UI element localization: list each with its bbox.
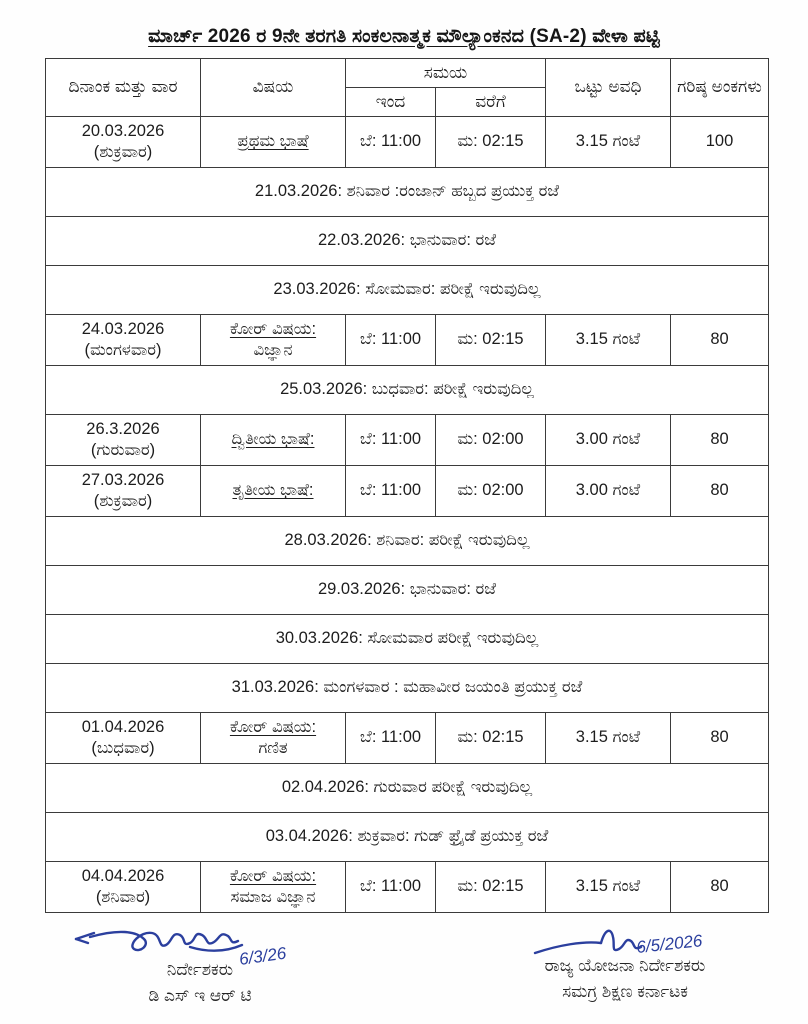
date-cell-text: (ಶನಿವಾರ) (95, 888, 151, 906)
holiday-row (46, 764, 769, 813)
signature-section (0, 929, 808, 1024)
date-cell (46, 862, 201, 913)
holiday-note: 25.03.2026: ಬುಧವಾರ: ಪರೀಕ್ಷೆ ಇರುವುದಿಲ್ಲ (46, 366, 769, 415)
subject-cell (201, 713, 346, 764)
signature-right-organization: ಸಮಗ್ರ ಶಿಕ್ಷಣ ಕರ್ನಾಟಕ (562, 982, 688, 1001)
header-date: ದಿನಾಂಕ ಮತ್ತು ವಾರ (46, 59, 201, 117)
time-to-cell-text: ಮ: 02:15 (457, 330, 524, 349)
time-to-cell-text: ಮ: 02:00 (457, 481, 524, 500)
exam-row (46, 713, 769, 764)
header-duration: ಒಟ್ಟು ಅವಧಿ (546, 59, 671, 117)
marks-cell (671, 713, 769, 764)
date-cell (46, 117, 201, 168)
time-from-cell-text: ಬೆ: 11:00 (359, 481, 422, 500)
holiday-row (46, 366, 769, 415)
holiday-row (46, 615, 769, 664)
marks-cell (671, 117, 769, 168)
holiday-row (46, 664, 769, 713)
holiday-note: 22.03.2026: ಭಾನುವಾರ: ರಜೆ (46, 217, 769, 266)
subject-cell-text: ಕೋರ್ ವಿಷಯ: (229, 717, 317, 736)
time-from-cell-text: ಬೆ: 11:00 (359, 728, 422, 747)
time-to-cell (436, 117, 546, 168)
duration-cell-text: 3.15 ಗಂಟೆ (575, 330, 641, 349)
header-marks: ಗರಿಷ್ಠ ಅಂಕಗಳು (671, 59, 769, 117)
signature-left-designation: ನಿರ್ದೇಶಕರು (166, 960, 234, 979)
time-from-cell (346, 315, 436, 366)
duration-cell-text: 3.15 ಗಂಟೆ (575, 728, 641, 747)
subject-cell-text: ಪ್ರಥಮ ಭಾಷೆ (237, 132, 309, 151)
signature-block-right (495, 931, 755, 1005)
marks-cell-text: 80 (710, 330, 729, 349)
signature-left-organization: ಡಿ ಎಸ್ ಇ ಆರ್ ಟಿ (148, 986, 252, 1005)
holiday-note: 02.04.2026: ಗುರುವಾರ ಪರೀಕ್ಷೆ ಇರುವುದಿಲ್ಲ (46, 764, 769, 813)
date-cell-text: 01.04.2026 (81, 717, 165, 736)
duration-cell (546, 862, 671, 913)
subject-cell-text: ದ್ವಿತೀಯ ಭಾಷೆ: (231, 430, 315, 449)
holiday-note: 28.03.2026: ಶನಿವಾರ: ಪರೀಕ್ಷೆ ಇರುವುದಿಲ್ಲ (46, 517, 769, 566)
marks-cell-text: 80 (710, 728, 729, 747)
marks-cell-text: 80 (710, 481, 729, 500)
duration-cell-text: 3.15 ಗಂಟೆ (575, 132, 641, 151)
duration-cell (546, 117, 671, 168)
signature-right-date: 6/5/2026 (635, 931, 704, 957)
header-subject: ವಿಷಯ (201, 59, 346, 117)
time-from-cell (346, 415, 436, 466)
duration-cell (546, 466, 671, 517)
time-to-cell-text: ಮ: 02:00 (457, 430, 524, 449)
exam-row (46, 415, 769, 466)
time-to-cell-text: ಮ: 02:15 (457, 728, 524, 747)
date-cell-text: 04.04.2026 (81, 866, 165, 885)
marks-cell-text: 80 (710, 877, 729, 896)
duration-cell (546, 315, 671, 366)
holiday-note: 23.03.2026: ಸೋಮವಾರ: ಪರೀಕ್ಷೆ ಇರುವುದಿಲ್ಲ (46, 266, 769, 315)
subject-cell-text: ಗಣಿತ (258, 739, 288, 757)
subject-cell (201, 117, 346, 168)
time-from-cell-text: ಬೆ: 11:00 (359, 330, 422, 349)
duration-cell-text: 3.15 ಗಂಟೆ (575, 877, 641, 896)
exam-timetable (45, 58, 769, 913)
subject-cell (201, 415, 346, 466)
duration-cell-text: 3.00 ಗಂಟೆ (575, 430, 641, 449)
holiday-note: 30.03.2026: ಸೋಮವಾರ ಪರೀಕ್ಷೆ ಇರುವುದಿಲ್ಲ (46, 615, 769, 664)
subject-cell-text: ಸಮಾಜ ವಿಜ್ಞಾನ (230, 888, 316, 906)
date-cell-text: (ಬುಧವಾರ) (91, 739, 155, 757)
signature-left-date: 6/3/26 (237, 943, 288, 969)
duration-cell (546, 713, 671, 764)
date-cell (46, 713, 201, 764)
holiday-note: 29.03.2026: ಭಾನುವಾರ: ರಜೆ (46, 566, 769, 615)
date-cell-text: 24.03.2026 (81, 319, 165, 338)
exam-row (46, 862, 769, 913)
holiday-row (46, 168, 769, 217)
subject-cell (201, 315, 346, 366)
time-from-cell-text: ಬೆ: 11:00 (359, 132, 422, 151)
holiday-row (46, 813, 769, 862)
holiday-row (46, 266, 769, 315)
header-time: ಸಮಯ (346, 59, 546, 88)
date-cell-text: (ಗುರುವಾರ) (90, 441, 156, 459)
subject-cell-text: ಕೋರ್ ವಿಷಯ: (229, 319, 317, 338)
marks-cell (671, 466, 769, 517)
exam-row (46, 117, 769, 168)
header-time-to: ವರೆಗೆ (436, 88, 546, 117)
holiday-note: 31.03.2026: ಮಂಗಳವಾರ : ಮಹಾವೀರ ಜಯಂತಿ ಪ್ರಯುಕ್ತ ರಜೆ (46, 664, 769, 713)
time-to-cell (436, 466, 546, 517)
date-cell-text: 27.03.2026 (81, 470, 165, 489)
date-cell-text: (ಶುಕ್ರವಾರ) (93, 492, 153, 510)
subject-cell-text: ಕೋರ್ ವಿಷಯ: (229, 866, 317, 885)
signature-block-left (75, 943, 325, 1009)
time-from-cell (346, 862, 436, 913)
time-from-cell-text: ಬೆ: 11:00 (359, 430, 422, 449)
marks-cell (671, 415, 769, 466)
marks-cell-text: 80 (710, 430, 729, 449)
time-from-cell-text: ಬೆ: 11:00 (359, 877, 422, 896)
subject-cell-text: ವಿಜ್ಞಾನ (253, 341, 293, 359)
time-to-cell (436, 862, 546, 913)
marks-cell-text: 100 (705, 132, 734, 151)
page-title: ಮಾರ್ಚ್ 2026 ರ 9ನೇ ತರಗತಿ ಸಂಕಲನಾತ್ಮಕ ಮೌಲ್ಯಾಂಕನದ (SA-2) ವೇಳಾ ಪಟ್ಟಿ (148, 26, 660, 47)
time-from-cell (346, 466, 436, 517)
header-row-1 (46, 59, 769, 88)
time-to-cell-text: ಮ: 02:15 (457, 877, 524, 896)
marks-cell (671, 862, 769, 913)
date-cell (46, 415, 201, 466)
time-from-cell (346, 713, 436, 764)
holiday-row (46, 517, 769, 566)
time-to-cell-text: ಮ: 02:15 (457, 132, 524, 151)
time-to-cell (436, 315, 546, 366)
exam-row (46, 315, 769, 366)
date-cell-text: (ಶುಕ್ರವಾರ) (93, 143, 153, 161)
time-to-cell (436, 713, 546, 764)
marks-cell (671, 315, 769, 366)
date-cell (46, 315, 201, 366)
holiday-row (46, 566, 769, 615)
holiday-row (46, 217, 769, 266)
timetable-header (46, 59, 769, 117)
duration-cell (546, 415, 671, 466)
duration-cell-text: 3.00 ಗಂಟೆ (575, 481, 641, 500)
exam-row (46, 466, 769, 517)
date-cell-text: (ಮಂಗಳವಾರ) (84, 341, 162, 359)
holiday-note: 21.03.2026: ಶನಿವಾರ :ರಂಜಾನ್ ಹಬ್ಬದ ಪ್ರಯುಕ್ತ ರಜೆ (46, 168, 769, 217)
date-cell (46, 466, 201, 517)
date-cell-text: 20.03.2026 (81, 121, 165, 140)
holiday-note: 03.04.2026: ಶುಕ್ರವಾರ: ಗುಡ್ ಫ್ರೈಡೆ ಪ್ರಯುಕ್ತ ರಜೆ (46, 813, 769, 862)
date-cell-text: 26.3.2026 (86, 419, 160, 438)
time-from-cell (346, 117, 436, 168)
subject-cell (201, 862, 346, 913)
subject-cell (201, 466, 346, 517)
header-time-from: ಇಂದ (346, 88, 436, 117)
subject-cell-text: ತೃತೀಯ ಭಾಷೆ: (232, 481, 314, 500)
signature-right-designation: ರಾಜ್ಯ ಯೋಜನಾ ನಿರ್ದೇಶಕರು (544, 956, 706, 975)
time-to-cell (436, 415, 546, 466)
timetable-body (46, 117, 769, 913)
